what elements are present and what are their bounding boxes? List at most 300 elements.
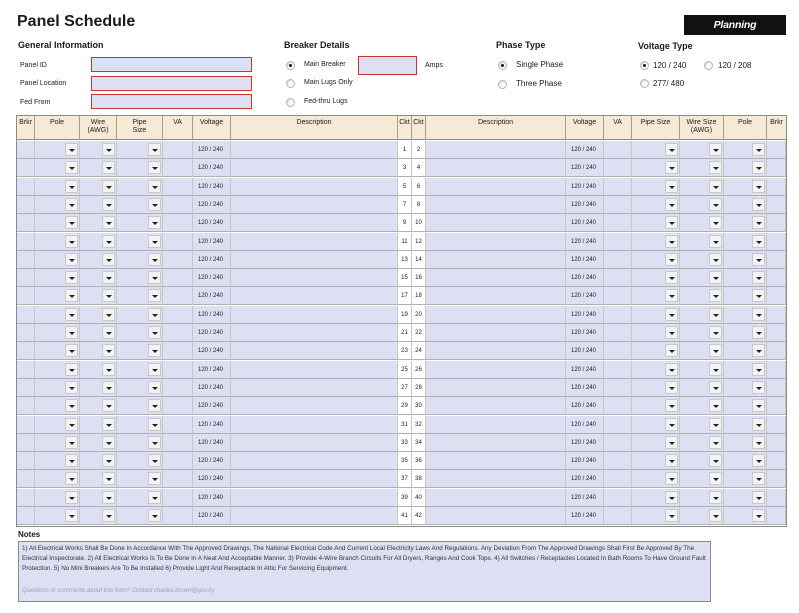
chevron-down-icon[interactable] xyxy=(102,308,115,321)
pipe-left-select[interactable] xyxy=(117,306,163,324)
chevron-down-icon[interactable] xyxy=(102,271,115,284)
pole-right-select[interactable] xyxy=(724,434,767,452)
chevron-down-icon[interactable] xyxy=(752,381,765,394)
chevron-down-icon[interactable] xyxy=(65,509,78,522)
wire-right-select[interactable] xyxy=(680,507,724,525)
brkr-left-input[interactable] xyxy=(17,141,35,159)
wire-left-select[interactable] xyxy=(80,214,117,232)
description-right-input[interactable] xyxy=(426,342,566,360)
chevron-down-icon[interactable] xyxy=(102,509,115,522)
pole-right-select[interactable] xyxy=(724,196,767,214)
va-left-input[interactable] xyxy=(163,233,193,251)
pole-right-select[interactable] xyxy=(724,416,767,434)
wire-left-select[interactable] xyxy=(80,434,117,452)
chevron-down-icon[interactable] xyxy=(65,381,78,394)
chevron-down-icon[interactable] xyxy=(709,198,722,211)
pipe-left-select[interactable] xyxy=(117,507,163,525)
pole-left-select[interactable] xyxy=(35,159,80,177)
brkr-right-input[interactable] xyxy=(767,379,786,397)
wire-left-select[interactable] xyxy=(80,416,117,434)
wire-right-select[interactable] xyxy=(680,361,724,379)
pipe-right-select[interactable] xyxy=(632,233,680,251)
brkr-right-input[interactable] xyxy=(767,287,786,305)
va-right-input[interactable] xyxy=(604,251,632,269)
chevron-down-icon[interactable] xyxy=(665,436,678,449)
pipe-left-select[interactable] xyxy=(117,416,163,434)
description-right-input[interactable] xyxy=(426,214,566,232)
va-right-input[interactable] xyxy=(604,507,632,525)
pipe-left-select[interactable] xyxy=(117,287,163,305)
brkr-right-input[interactable] xyxy=(767,178,786,196)
brkr-right-input[interactable] xyxy=(767,159,786,177)
description-left-input[interactable] xyxy=(231,159,398,177)
wire-right-select[interactable] xyxy=(680,233,724,251)
pole-left-select[interactable] xyxy=(35,306,80,324)
pole-right-select[interactable] xyxy=(724,251,767,269)
pipe-left-select[interactable] xyxy=(117,379,163,397)
chevron-down-icon[interactable] xyxy=(102,344,115,357)
chevron-down-icon[interactable] xyxy=(65,418,78,431)
pole-left-select[interactable] xyxy=(35,251,80,269)
pole-right-select[interactable] xyxy=(724,324,767,342)
pipe-left-select[interactable] xyxy=(117,233,163,251)
chevron-down-icon[interactable] xyxy=(65,454,78,467)
wire-right-select[interactable] xyxy=(680,342,724,360)
chevron-down-icon[interactable] xyxy=(752,472,765,485)
pipe-left-select[interactable] xyxy=(117,452,163,470)
pipe-left-select[interactable] xyxy=(117,251,163,269)
chevron-down-icon[interactable] xyxy=(65,198,78,211)
pole-right-select[interactable] xyxy=(724,452,767,470)
chevron-down-icon[interactable] xyxy=(102,326,115,339)
pole-left-select[interactable] xyxy=(35,269,80,287)
va-right-input[interactable] xyxy=(604,233,632,251)
va-right-input[interactable] xyxy=(604,379,632,397)
brkr-left-input[interactable] xyxy=(17,214,35,232)
pole-right-select[interactable] xyxy=(724,269,767,287)
brkr-right-input[interactable] xyxy=(767,397,786,415)
chevron-down-icon[interactable] xyxy=(665,289,678,302)
description-right-input[interactable] xyxy=(426,470,566,488)
voltage-right-value[interactable]: 120 / 240 xyxy=(566,361,604,379)
chevron-down-icon[interactable] xyxy=(148,381,161,394)
brkr-right-input[interactable] xyxy=(767,434,786,452)
voltage-left-value[interactable]: 120 / 240 xyxy=(193,470,231,488)
voltage-left-value[interactable]: 120 / 240 xyxy=(193,452,231,470)
wire-left-select[interactable] xyxy=(80,342,117,360)
pole-left-select[interactable] xyxy=(35,196,80,214)
description-left-input[interactable] xyxy=(231,342,398,360)
panel-location-input[interactable] xyxy=(91,76,252,91)
description-right-input[interactable] xyxy=(426,324,566,342)
chevron-down-icon[interactable] xyxy=(102,454,115,467)
chevron-down-icon[interactable] xyxy=(709,363,722,376)
chevron-down-icon[interactable] xyxy=(709,344,722,357)
description-left-input[interactable] xyxy=(231,507,398,525)
chevron-down-icon[interactable] xyxy=(102,436,115,449)
voltage-left-value[interactable]: 120 / 240 xyxy=(193,306,231,324)
chevron-down-icon[interactable] xyxy=(148,344,161,357)
voltage-right-value[interactable]: 120 / 240 xyxy=(566,287,604,305)
brkr-right-input[interactable] xyxy=(767,361,786,379)
pole-left-select[interactable] xyxy=(35,470,80,488)
brkr-right-input[interactable] xyxy=(767,470,786,488)
chevron-down-icon[interactable] xyxy=(709,271,722,284)
description-left-input[interactable] xyxy=(231,470,398,488)
chevron-down-icon[interactable] xyxy=(102,198,115,211)
va-left-input[interactable] xyxy=(163,452,193,470)
wire-left-select[interactable] xyxy=(80,159,117,177)
chevron-down-icon[interactable] xyxy=(102,216,115,229)
brkr-right-input[interactable] xyxy=(767,251,786,269)
voltage-left-value[interactable]: 120 / 240 xyxy=(193,434,231,452)
voltage-left-value[interactable]: 120 / 240 xyxy=(193,196,231,214)
va-left-input[interactable] xyxy=(163,178,193,196)
brkr-left-input[interactable] xyxy=(17,470,35,488)
description-left-input[interactable] xyxy=(231,287,398,305)
brkr-left-input[interactable] xyxy=(17,233,35,251)
chevron-down-icon[interactable] xyxy=(148,436,161,449)
chevron-down-icon[interactable] xyxy=(665,454,678,467)
brkr-right-input[interactable] xyxy=(767,306,786,324)
chevron-down-icon[interactable] xyxy=(752,454,765,467)
description-left-input[interactable] xyxy=(231,361,398,379)
chevron-down-icon[interactable] xyxy=(752,418,765,431)
chevron-down-icon[interactable] xyxy=(665,472,678,485)
wire-left-select[interactable] xyxy=(80,251,117,269)
voltage-left-value[interactable]: 120 / 240 xyxy=(193,489,231,507)
wire-right-select[interactable] xyxy=(680,178,724,196)
pole-left-select[interactable] xyxy=(35,452,80,470)
chevron-down-icon[interactable] xyxy=(752,344,765,357)
pipe-right-select[interactable] xyxy=(632,287,680,305)
chevron-down-icon[interactable] xyxy=(148,253,161,266)
pipe-left-select[interactable] xyxy=(117,324,163,342)
chevron-down-icon[interactable] xyxy=(148,198,161,211)
pole-right-select[interactable] xyxy=(724,178,767,196)
chevron-down-icon[interactable] xyxy=(148,363,161,376)
chevron-down-icon[interactable] xyxy=(665,509,678,522)
voltage-right-value[interactable]: 120 / 240 xyxy=(566,178,604,196)
chevron-down-icon[interactable] xyxy=(65,399,78,412)
pole-left-select[interactable] xyxy=(35,379,80,397)
wire-left-select[interactable] xyxy=(80,489,117,507)
description-right-input[interactable] xyxy=(426,178,566,196)
chevron-down-icon[interactable] xyxy=(665,491,678,504)
pipe-right-select[interactable] xyxy=(632,452,680,470)
wire-left-select[interactable] xyxy=(80,324,117,342)
chevron-down-icon[interactable] xyxy=(709,161,722,174)
brkr-right-input[interactable] xyxy=(767,269,786,287)
chevron-down-icon[interactable] xyxy=(102,253,115,266)
voltage-right-value[interactable]: 120 / 240 xyxy=(566,269,604,287)
fed-thru-lugs-radio[interactable] xyxy=(286,98,295,107)
wire-right-select[interactable] xyxy=(680,470,724,488)
va-right-input[interactable] xyxy=(604,287,632,305)
wire-right-select[interactable] xyxy=(680,379,724,397)
brkr-left-input[interactable] xyxy=(17,489,35,507)
voltage-right-value[interactable]: 120 / 240 xyxy=(566,159,604,177)
chevron-down-icon[interactable] xyxy=(665,198,678,211)
description-right-input[interactable] xyxy=(426,196,566,214)
pole-right-select[interactable] xyxy=(724,306,767,324)
voltage-right-value[interactable]: 120 / 240 xyxy=(566,141,604,159)
va-left-input[interactable] xyxy=(163,141,193,159)
pipe-right-select[interactable] xyxy=(632,159,680,177)
pipe-left-select[interactable] xyxy=(117,489,163,507)
pole-left-select[interactable] xyxy=(35,214,80,232)
chevron-down-icon[interactable] xyxy=(65,253,78,266)
wire-right-select[interactable] xyxy=(680,416,724,434)
wire-left-select[interactable] xyxy=(80,141,117,159)
chevron-down-icon[interactable] xyxy=(148,216,161,229)
chevron-down-icon[interactable] xyxy=(709,418,722,431)
voltage-left-value[interactable]: 120 / 240 xyxy=(193,287,231,305)
brkr-left-input[interactable] xyxy=(17,379,35,397)
chevron-down-icon[interactable] xyxy=(752,253,765,266)
description-left-input[interactable] xyxy=(231,269,398,287)
wire-left-select[interactable] xyxy=(80,233,117,251)
chevron-down-icon[interactable] xyxy=(665,216,678,229)
brkr-right-input[interactable] xyxy=(767,214,786,232)
brkr-left-input[interactable] xyxy=(17,159,35,177)
pipe-right-select[interactable] xyxy=(632,214,680,232)
description-right-input[interactable] xyxy=(426,141,566,159)
pole-left-select[interactable] xyxy=(35,416,80,434)
wire-left-select[interactable] xyxy=(80,379,117,397)
brkr-left-input[interactable] xyxy=(17,342,35,360)
brkr-left-input[interactable] xyxy=(17,306,35,324)
va-left-input[interactable] xyxy=(163,214,193,232)
description-right-input[interactable] xyxy=(426,287,566,305)
description-right-input[interactable] xyxy=(426,269,566,287)
brkr-right-input[interactable] xyxy=(767,233,786,251)
chevron-down-icon[interactable] xyxy=(709,491,722,504)
chevron-down-icon[interactable] xyxy=(752,198,765,211)
chevron-down-icon[interactable] xyxy=(65,143,78,156)
main-breaker-radio[interactable] xyxy=(286,61,295,70)
chevron-down-icon[interactable] xyxy=(709,253,722,266)
pipe-right-select[interactable] xyxy=(632,507,680,525)
description-left-input[interactable] xyxy=(231,324,398,342)
chevron-down-icon[interactable] xyxy=(709,509,722,522)
brkr-left-input[interactable] xyxy=(17,324,35,342)
chevron-down-icon[interactable] xyxy=(65,363,78,376)
wire-left-select[interactable] xyxy=(80,269,117,287)
chevron-down-icon[interactable] xyxy=(752,271,765,284)
chevron-down-icon[interactable] xyxy=(752,143,765,156)
pipe-right-select[interactable] xyxy=(632,324,680,342)
va-right-input[interactable] xyxy=(604,397,632,415)
pipe-right-select[interactable] xyxy=(632,306,680,324)
pole-left-select[interactable] xyxy=(35,233,80,251)
brkr-left-input[interactable] xyxy=(17,416,35,434)
pole-right-select[interactable] xyxy=(724,287,767,305)
wire-right-select[interactable] xyxy=(680,306,724,324)
brkr-right-input[interactable] xyxy=(767,324,786,342)
wire-right-select[interactable] xyxy=(680,251,724,269)
chevron-down-icon[interactable] xyxy=(148,418,161,431)
pipe-left-select[interactable] xyxy=(117,196,163,214)
chevron-down-icon[interactable] xyxy=(102,472,115,485)
pipe-right-select[interactable] xyxy=(632,251,680,269)
chevron-down-icon[interactable] xyxy=(102,289,115,302)
va-left-input[interactable] xyxy=(163,196,193,214)
pipe-right-select[interactable] xyxy=(632,470,680,488)
chevron-down-icon[interactable] xyxy=(709,180,722,193)
brkr-right-input[interactable] xyxy=(767,141,786,159)
description-right-input[interactable] xyxy=(426,233,566,251)
brkr-left-input[interactable] xyxy=(17,361,35,379)
wire-left-select[interactable] xyxy=(80,287,117,305)
chevron-down-icon[interactable] xyxy=(102,491,115,504)
pole-right-select[interactable] xyxy=(724,214,767,232)
chevron-down-icon[interactable] xyxy=(709,472,722,485)
description-right-input[interactable] xyxy=(426,489,566,507)
voltage-right-value[interactable]: 120 / 240 xyxy=(566,507,604,525)
chevron-down-icon[interactable] xyxy=(65,472,78,485)
chevron-down-icon[interactable] xyxy=(752,180,765,193)
chevron-down-icon[interactable] xyxy=(148,472,161,485)
chevron-down-icon[interactable] xyxy=(709,308,722,321)
description-left-input[interactable] xyxy=(231,178,398,196)
wire-right-select[interactable] xyxy=(680,324,724,342)
chevron-down-icon[interactable] xyxy=(665,235,678,248)
chevron-down-icon[interactable] xyxy=(752,509,765,522)
description-right-input[interactable] xyxy=(426,159,566,177)
wire-right-select[interactable] xyxy=(680,452,724,470)
va-left-input[interactable] xyxy=(163,507,193,525)
voltage-277-480-radio[interactable] xyxy=(640,79,649,88)
chevron-down-icon[interactable] xyxy=(65,491,78,504)
va-left-input[interactable] xyxy=(163,397,193,415)
description-right-input[interactable] xyxy=(426,361,566,379)
chevron-down-icon[interactable] xyxy=(752,289,765,302)
va-right-input[interactable] xyxy=(604,434,632,452)
chevron-down-icon[interactable] xyxy=(665,326,678,339)
pole-left-select[interactable] xyxy=(35,397,80,415)
chevron-down-icon[interactable] xyxy=(148,271,161,284)
chevron-down-icon[interactable] xyxy=(752,216,765,229)
pole-right-select[interactable] xyxy=(724,470,767,488)
pipe-right-select[interactable] xyxy=(632,434,680,452)
pole-left-select[interactable] xyxy=(35,489,80,507)
description-left-input[interactable] xyxy=(231,434,398,452)
voltage-left-value[interactable]: 120 / 240 xyxy=(193,251,231,269)
brkr-right-input[interactable] xyxy=(767,507,786,525)
voltage-right-value[interactable]: 120 / 240 xyxy=(566,489,604,507)
description-left-input[interactable] xyxy=(231,251,398,269)
va-right-input[interactable] xyxy=(604,306,632,324)
brkr-left-input[interactable] xyxy=(17,507,35,525)
description-left-input[interactable] xyxy=(231,489,398,507)
wire-right-select[interactable] xyxy=(680,159,724,177)
chevron-down-icon[interactable] xyxy=(65,344,78,357)
pipe-right-select[interactable] xyxy=(632,361,680,379)
pole-left-select[interactable] xyxy=(35,434,80,452)
pipe-right-select[interactable] xyxy=(632,269,680,287)
chevron-down-icon[interactable] xyxy=(665,161,678,174)
voltage-left-value[interactable]: 120 / 240 xyxy=(193,269,231,287)
pole-left-select[interactable] xyxy=(35,507,80,525)
pole-right-select[interactable] xyxy=(724,159,767,177)
wire-right-select[interactable] xyxy=(680,141,724,159)
va-left-input[interactable] xyxy=(163,434,193,452)
chevron-down-icon[interactable] xyxy=(65,271,78,284)
description-right-input[interactable] xyxy=(426,306,566,324)
wire-right-select[interactable] xyxy=(680,434,724,452)
chevron-down-icon[interactable] xyxy=(148,143,161,156)
va-right-input[interactable] xyxy=(604,324,632,342)
main-lugs-only-radio[interactable] xyxy=(286,79,295,88)
description-left-input[interactable] xyxy=(231,141,398,159)
chevron-down-icon[interactable] xyxy=(65,235,78,248)
voltage-right-value[interactable]: 120 / 240 xyxy=(566,324,604,342)
pipe-right-select[interactable] xyxy=(632,397,680,415)
chevron-down-icon[interactable] xyxy=(148,454,161,467)
pole-right-select[interactable] xyxy=(724,342,767,360)
panel-id-input[interactable] xyxy=(91,57,252,72)
pipe-right-select[interactable] xyxy=(632,489,680,507)
chevron-down-icon[interactable] xyxy=(709,216,722,229)
description-right-input[interactable] xyxy=(426,507,566,525)
chevron-down-icon[interactable] xyxy=(148,180,161,193)
voltage-left-value[interactable]: 120 / 240 xyxy=(193,233,231,251)
pole-right-select[interactable] xyxy=(724,379,767,397)
pipe-right-select[interactable] xyxy=(632,196,680,214)
chevron-down-icon[interactable] xyxy=(665,180,678,193)
wire-left-select[interactable] xyxy=(80,507,117,525)
chevron-down-icon[interactable] xyxy=(665,143,678,156)
chevron-down-icon[interactable] xyxy=(102,418,115,431)
va-left-input[interactable] xyxy=(163,306,193,324)
voltage-right-value[interactable]: 120 / 240 xyxy=(566,306,604,324)
va-left-input[interactable] xyxy=(163,379,193,397)
va-left-input[interactable] xyxy=(163,489,193,507)
pole-left-select[interactable] xyxy=(35,342,80,360)
va-left-input[interactable] xyxy=(163,342,193,360)
pipe-right-select[interactable] xyxy=(632,141,680,159)
pole-left-select[interactable] xyxy=(35,178,80,196)
chevron-down-icon[interactable] xyxy=(102,143,115,156)
voltage-left-value[interactable]: 120 / 240 xyxy=(193,507,231,525)
brkr-left-input[interactable] xyxy=(17,397,35,415)
description-left-input[interactable] xyxy=(231,233,398,251)
chevron-down-icon[interactable] xyxy=(65,436,78,449)
voltage-right-value[interactable]: 120 / 240 xyxy=(566,379,604,397)
chevron-down-icon[interactable] xyxy=(148,161,161,174)
chevron-down-icon[interactable] xyxy=(752,363,765,376)
pole-left-select[interactable] xyxy=(35,287,80,305)
description-left-input[interactable] xyxy=(231,214,398,232)
wire-right-select[interactable] xyxy=(680,214,724,232)
pipe-right-select[interactable] xyxy=(632,379,680,397)
description-right-input[interactable] xyxy=(426,251,566,269)
voltage-left-value[interactable]: 120 / 240 xyxy=(193,361,231,379)
va-right-input[interactable] xyxy=(604,196,632,214)
voltage-right-value[interactable]: 120 / 240 xyxy=(566,233,604,251)
va-left-input[interactable] xyxy=(163,470,193,488)
wire-left-select[interactable] xyxy=(80,178,117,196)
description-right-input[interactable] xyxy=(426,434,566,452)
va-left-input[interactable] xyxy=(163,416,193,434)
pipe-left-select[interactable] xyxy=(117,342,163,360)
description-left-input[interactable] xyxy=(231,397,398,415)
chevron-down-icon[interactable] xyxy=(65,289,78,302)
voltage-left-value[interactable]: 120 / 240 xyxy=(193,324,231,342)
description-right-input[interactable] xyxy=(426,416,566,434)
pole-right-select[interactable] xyxy=(724,397,767,415)
